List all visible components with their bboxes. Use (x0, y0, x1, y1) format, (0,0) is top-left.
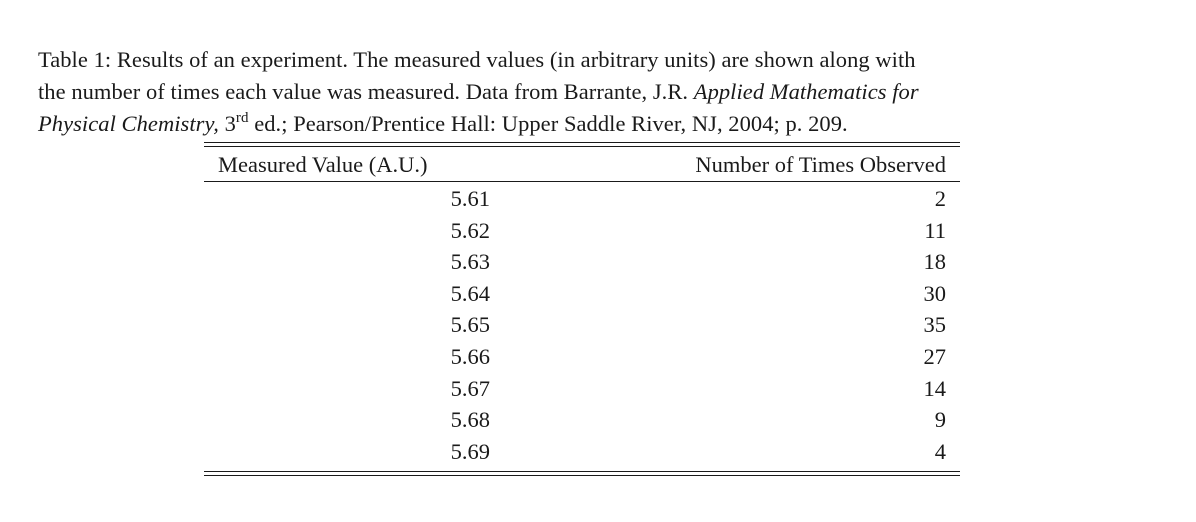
cell-times-observed: 4 (934, 438, 946, 464)
caption-line-2 (38, 76, 1168, 108)
caption-line-3-text: ed.; Pearson/Prentice Hall: Upper Saddle River, NJ, 2004; p. 209. (248, 111, 848, 136)
cell-times-observed: 30 (923, 280, 946, 306)
cell-measured-value: 5.64 (450, 280, 490, 306)
table-row (204, 309, 960, 341)
table-row (204, 215, 960, 247)
table-row (204, 183, 960, 215)
caption-line-2-text: the number of times each value was measured. Data from Barrante, J.R. (38, 79, 694, 104)
table-caption (38, 44, 1168, 140)
caption-line-1: Table 1: Results of an experiment. The measured values (in arbitrary units) are shown along with (38, 47, 916, 72)
cell-times-observed: 9 (934, 407, 946, 433)
cell-times-observed: 35 (923, 312, 946, 338)
cell-measured-value: 5.63 (450, 249, 490, 275)
header-times-observed: Number of Times Observed (695, 152, 946, 177)
cell-times-observed: 2 (934, 186, 946, 211)
cell-measured-value: 5.66 (450, 343, 490, 369)
table-header-row (204, 147, 960, 181)
caption-book-title-part-1: Applied Mathematics for (693, 79, 919, 104)
data-table (204, 142, 960, 476)
cell-measured-value: 5.65 (450, 312, 490, 338)
cell-measured-value: 5.62 (450, 217, 490, 243)
table-bottom-rule (204, 471, 960, 476)
cell-times-observed: 14 (923, 375, 946, 401)
cell-times-observed: 27 (923, 343, 946, 369)
cell-times-observed: 18 (923, 249, 946, 275)
table-row (204, 373, 960, 405)
cell-measured-value: 5.68 (450, 407, 490, 433)
table-body (204, 182, 960, 471)
cell-measured-value: 5.61 (450, 186, 490, 211)
cell-measured-value: 5.69 (450, 438, 490, 464)
table-row (204, 436, 960, 468)
table-row (204, 278, 960, 310)
caption-book-title-part-2: Physical Chemistry, (38, 111, 219, 136)
table-row (204, 246, 960, 278)
table-row (204, 404, 960, 436)
table-row (204, 341, 960, 373)
caption-line-3 (38, 108, 1168, 140)
cell-times-observed: 11 (924, 217, 946, 243)
caption-edition-number: 3 (218, 111, 236, 136)
caption-edition-suffix: rd (235, 110, 249, 126)
cell-measured-value: 5.67 (450, 375, 490, 401)
header-measured-value: Measured Value (A.U.) (218, 152, 428, 177)
